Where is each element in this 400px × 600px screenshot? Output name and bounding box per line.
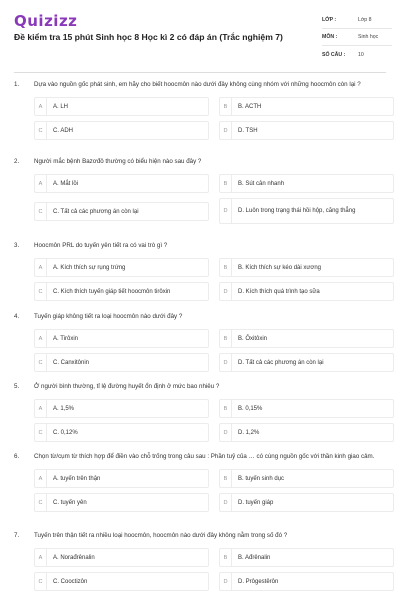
option-letter: B [220,330,232,347]
option-c[interactable] [34,121,209,140]
question-text: Hoocmôn PRL do tuyến yên tiết ra có vai trò gì ? [34,242,168,249]
meta-label: SỐ CÂU : [322,51,346,58]
option-b[interactable] [219,548,394,567]
option-d[interactable] [219,121,394,140]
option-a[interactable] [34,469,209,488]
option-c[interactable] [34,202,209,221]
option-text: A. tuyến trên thận [53,475,101,482]
options [34,329,386,385]
option-c[interactable] [34,282,209,301]
option-b[interactable] [219,329,394,348]
option-text: B. Ađrênalin [238,554,271,561]
option-a[interactable] [34,399,209,418]
option-letter: C [35,573,47,590]
option-letter: D [220,424,232,441]
document-title: Đề kiểm tra 15 phút Sinh học 8 Học kì 2 có đáp án (Trắc nghiệm 7) [14,32,283,42]
options [34,258,386,314]
question-6 [14,452,386,525]
option-d[interactable] [219,198,394,224]
option-d[interactable] [219,282,394,301]
option-text: A. Mắt lồi [53,180,79,187]
option-text: A. LH [53,103,69,110]
meta-label: LỚP : [322,17,337,23]
option-letter: D [220,354,232,371]
options [34,548,386,600]
meta-table [322,12,392,63]
option-letter: C [35,203,47,220]
option-letter: C [35,354,47,371]
option-letter: B [220,470,232,487]
question-1 [14,80,386,153]
header-divider [14,72,386,73]
quizizz-logo: Quizizz [14,12,78,30]
question-text: Tuyến trên thận tiết ra nhiều loại hoocmôn, hoocmôn nào dưới đây không nằm trong số đó ? [34,532,288,539]
option-b[interactable] [219,97,394,116]
option-letter: A [35,175,47,192]
option-letter: C [35,283,47,300]
question-number: 5. [14,383,20,390]
option-text: D. Kích thích quá trình tạo sữa [238,288,320,295]
question-number: 4. [14,313,20,320]
option-letter: D [220,122,232,139]
question-text: Tuyến giáp không tiết ra loại hoocmôn nào dưới đây ? [34,313,183,320]
option-text: A. 1,5% [53,405,75,412]
option-text: B. Kích thích sự kéo dài xương [238,264,322,271]
question-text: Chọn từ/cụm từ thích hợp để điền vào chỗ trống trong câu sau : Phần tuỷ của … có cùng nguồn gốc với thần kinh giao cảm. [34,453,375,460]
meta-value: Lớp 8 [358,17,372,23]
option-a[interactable] [34,548,209,567]
option-letter: D [220,573,232,590]
option-text: B. 0,15% [238,405,263,412]
options [34,469,386,525]
option-text: C. Tất cả các phương án còn lại [53,208,139,215]
option-letter: A [35,549,47,566]
question-number: 1. [14,81,20,88]
meta-value: 10 [358,51,364,58]
question-text: Dựa vào nguồn gốc phát sinh, em hãy cho biết hoocmôn nào dưới đây không cùng nhóm với những hoocmôn còn lại ? [34,81,361,88]
option-text: A. Norađrênalin [53,554,95,561]
option-text: D. Luôn trong trạng thái hồi hộp, căng thẳng [238,208,356,214]
meta-value: Sinh học [358,34,379,40]
meta-row-question-count [322,46,392,63]
meta-label: MÔN : [322,34,338,40]
option-text: D. Prôgestêrôn [238,578,279,585]
document-header [0,0,400,70]
question-3 [14,241,386,314]
option-a[interactable] [34,174,209,193]
option-text: C. Canxitônin [53,359,90,366]
option-b[interactable] [219,174,394,193]
option-d[interactable] [219,493,394,512]
option-letter: D [220,283,232,300]
question-number: 2. [14,158,20,165]
question-2 [14,157,386,236]
question-text: Người mắc bệnh Bazơđô thường có biểu hiện nào sau đây ? [34,158,202,165]
option-c[interactable] [34,353,209,372]
question-5 [14,382,386,455]
option-text: B. Sút cân nhanh [238,180,285,187]
option-text: B. Ôxitôxin [238,335,268,342]
meta-row-subject [322,29,392,46]
option-text: D. TSH [238,127,258,134]
options [34,399,386,455]
option-text: D. Tất cả các phương án còn lại [238,359,324,366]
option-b[interactable] [219,258,394,277]
option-letter: C [35,122,47,139]
options [34,97,386,153]
option-a[interactable] [34,97,209,116]
option-c[interactable] [34,572,209,591]
option-d[interactable] [219,353,394,372]
option-text: C. tuyến yên [53,499,87,506]
option-letter: B [220,549,232,566]
option-letter: B [220,400,232,417]
meta-row-class [322,12,392,29]
option-text: B. tuyến sinh dục [238,475,285,482]
option-text: C. ADH [53,127,74,134]
option-letter: B [220,259,232,276]
option-letter: B [220,175,232,192]
option-letter: A [35,470,47,487]
options [34,174,386,236]
option-a[interactable] [34,258,209,277]
option-text: D. 1,2% [238,429,260,436]
option-text: A. Tirôxin [53,335,79,342]
option-d[interactable] [219,423,394,442]
option-c[interactable] [34,493,209,512]
option-letter: D [220,494,232,511]
question-number: 3. [14,242,20,249]
option-text: C. 0,12% [53,429,78,436]
option-letter: B [220,98,232,115]
option-c[interactable] [34,423,209,442]
option-letter: C [35,494,47,511]
question-7 [14,531,386,600]
option-text: C. Cooctizôn [53,578,88,585]
option-text: C. Kích thích tuyến giáp tiết hoocmôn tirôxin [53,288,171,295]
question-text: Ở người bình thường, tỉ lệ đường huyết ổn định ở mức bao nhiêu ? [34,383,220,390]
question-number: 7. [14,532,20,539]
option-letter: A [35,330,47,347]
option-d[interactable] [219,572,394,591]
question-number: 6. [14,453,20,460]
option-a[interactable] [34,329,209,348]
option-text: B. ACTH [238,103,262,110]
option-text: A. Kích thích sự rụng trứng [53,264,126,271]
option-letter: D [220,199,232,223]
option-letter: A [35,98,47,115]
option-b[interactable] [219,469,394,488]
question-4 [14,312,386,385]
option-letter: A [35,259,47,276]
option-text: D. tuyến giáp [238,499,274,506]
option-letter: C [35,424,47,441]
option-b[interactable] [219,399,394,418]
option-letter: A [35,400,47,417]
